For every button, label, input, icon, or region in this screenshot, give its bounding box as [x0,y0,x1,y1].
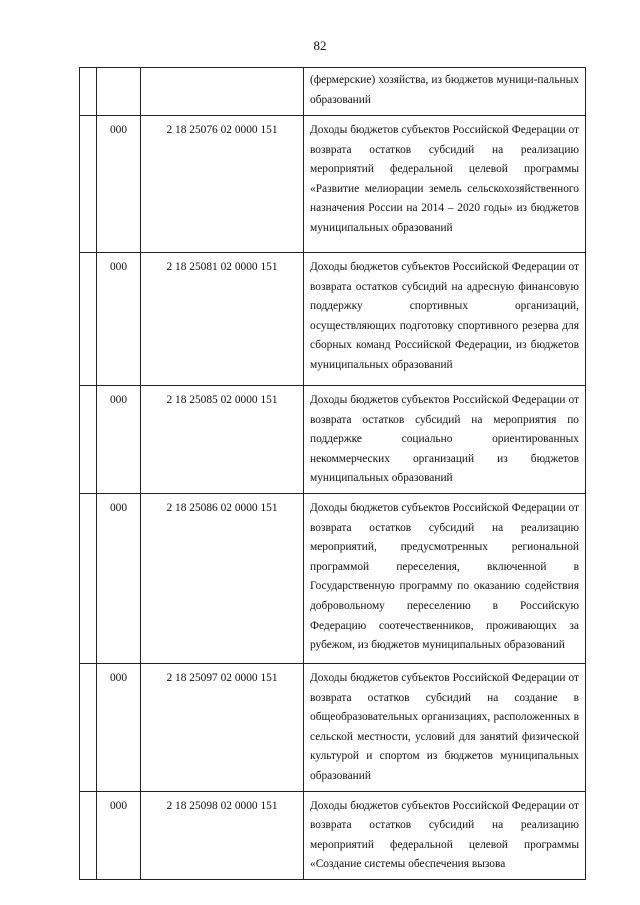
row-number-cell [80,253,97,386]
admin-code-cell [97,68,141,116]
page-number: 82 [313,38,327,53]
row-number-cell [80,116,97,253]
description-cell: Доходы бюджетов субъектов Российской Федерации от возврата остатков субсидий на реализацию мероприятий федеральной целевой программы «Развитие мелиорации земель сельскохозяйственного назначения России на 2014 – 2020 годы» из бюджетов муниципальных образований [304,116,586,253]
admin-code-cell: 000 [97,253,141,386]
description-cell: (фермерские) хозяйства, из бюджетов муници-пальных образований [304,68,586,116]
budget-code-cell: 2 18 25097 02 0000 151 [141,663,304,791]
budget-codes-table [79,67,586,880]
table-row [80,663,586,791]
description-cell: Доходы бюджетов субъектов Российской Федерации от возврата остатков субсидий на создание в общеобразовательных организациях, расположенных в сельской местности, условий для занятий физической культурой и спортом из бюджетов муниципальных образований [304,663,586,791]
admin-code-cell: 000 [97,663,141,791]
row-number-cell [80,663,97,791]
budget-code-cell: 2 18 25081 02 0000 151 [141,253,304,386]
table-row [80,493,586,663]
row-number-cell [80,68,97,116]
budget-code-cell [141,68,304,116]
table-row [80,386,586,494]
description-cell: Доходы бюджетов субъектов Российской Федерации от возврата остатков субсидий на реализацию мероприятий, предусмотренных региональной программой переселения, включенной в Государственную программу по оказанию содействия добровольному переселению в Российскую Федерацию соотечественников, проживающих за рубежом, из бюджетов муниципальных образований [304,493,586,663]
admin-code-cell: 000 [97,116,141,253]
description-cell: Доходы бюджетов субъектов Российской Федерации от возврата остатков субсидий на мероприятия по поддержке социально ориентированных некоммерческих организаций из бюджетов муниципальных образований [304,386,586,494]
row-number-cell [80,386,97,494]
table-row [80,791,586,879]
budget-code-cell: 2 18 25076 02 0000 151 [141,116,304,253]
row-number-cell [80,493,97,663]
budget-code-cell: 2 18 25086 02 0000 151 [141,493,304,663]
table-row [80,116,586,253]
description-cell: Доходы бюджетов субъектов Российской Федерации от возврата остатков субсидий на адресную финансовую поддержку спортивных организаций, осуществляющих подготовку спортивного резерва для сборных команд Российской Федерации, из бюджетов муниципальных образований [304,253,586,386]
admin-code-cell: 000 [97,386,141,494]
admin-code-cell: 000 [97,791,141,879]
budget-code-cell: 2 18 25085 02 0000 151 [141,386,304,494]
table-row [80,253,586,386]
description-cell: Доходы бюджетов субъектов Российской Федерации от возврата остатков субсидий на реализацию мероприятий федеральной целевой программы «Создание системы обеспечения вызова [304,791,586,879]
row-number-cell [80,791,97,879]
budget-code-cell: 2 18 25098 02 0000 151 [141,791,304,879]
table-row [80,68,586,116]
admin-code-cell: 000 [97,493,141,663]
